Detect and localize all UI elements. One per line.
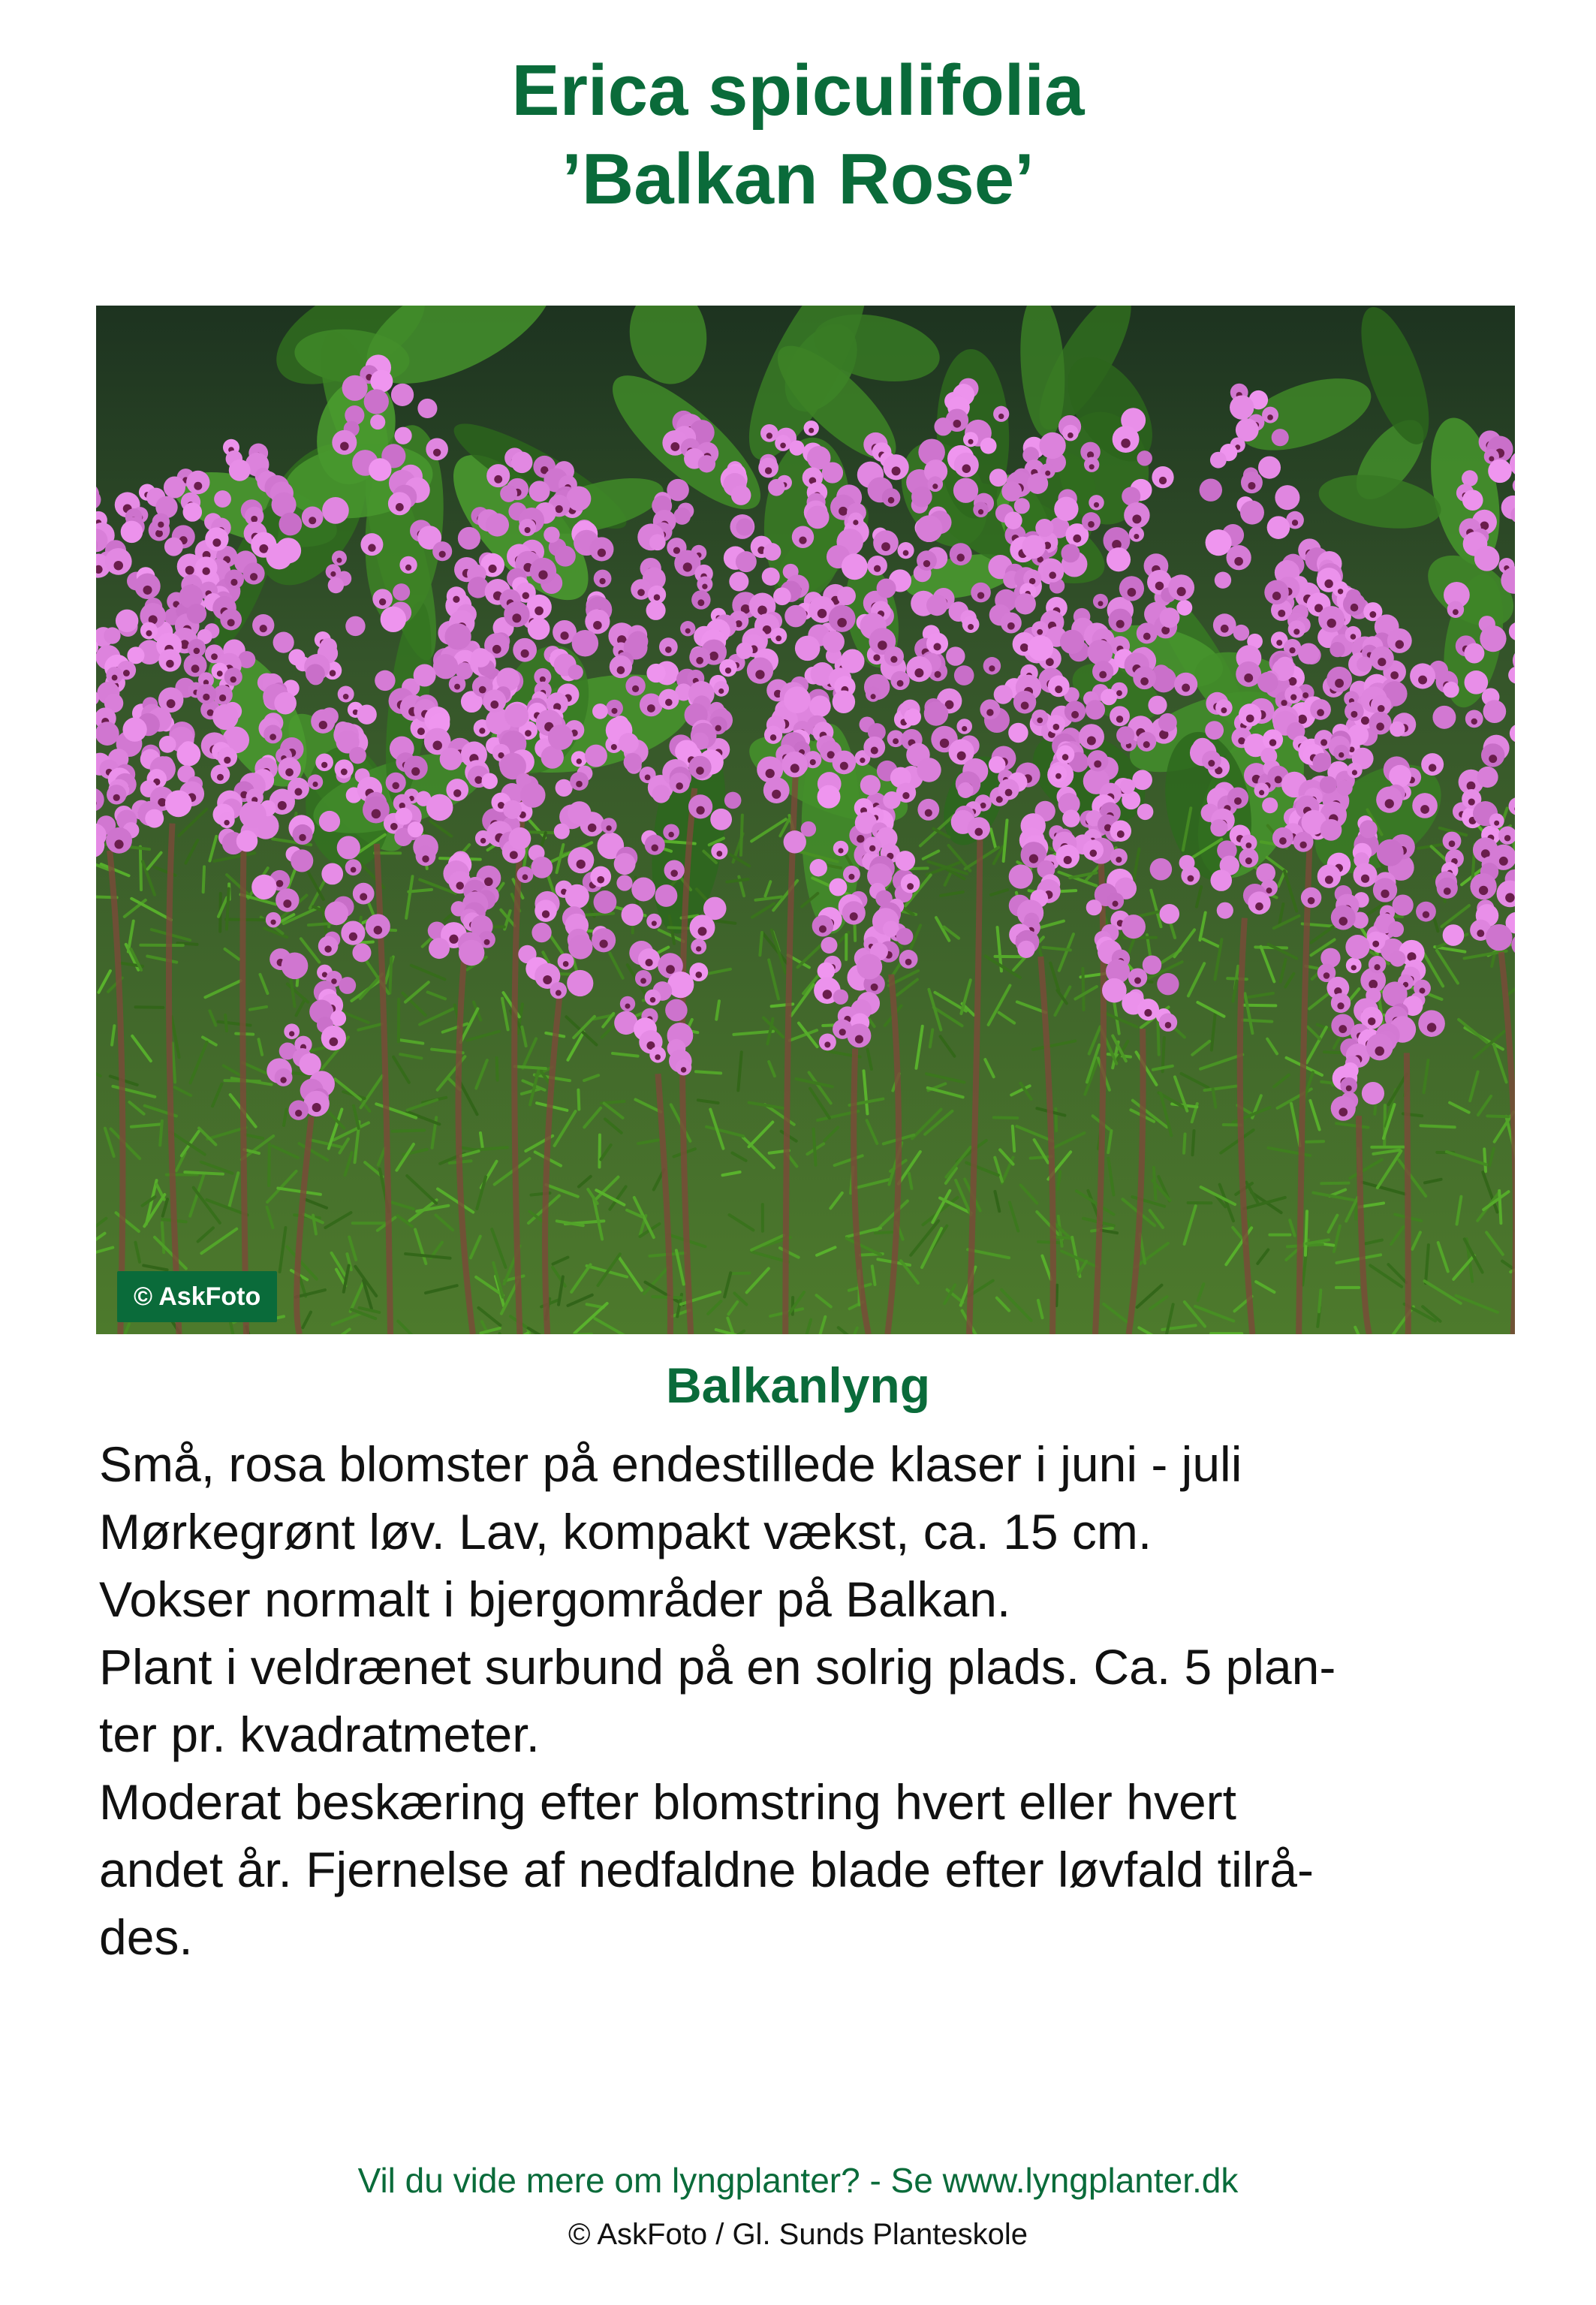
description-line: Vokser normalt i bjergområder på Balkan. <box>99 1571 1011 1627</box>
plant-photo <box>96 306 1515 1334</box>
photo-credit-badge: © AskFoto <box>117 1271 277 1322</box>
description-line: des. <box>99 1909 193 1965</box>
description-line: ter pr. kvadratmeter. <box>99 1707 540 1762</box>
heather-illustration <box>96 306 1515 1334</box>
description-line: Plant i veldrænet surbund på en solrig plads. Ca. 5 plan- <box>99 1639 1336 1695</box>
description-line: andet år. Fjernelse af nedfaldne blade efter løvfald tilrå- <box>99 1842 1314 1897</box>
page-title-line-1: Erica spiculifolia <box>511 50 1085 131</box>
description-line: Små, rosa blomster på endestillede klaser i juni - juli <box>99 1436 1242 1492</box>
description-text <box>99 1430 1525 1971</box>
description-line: Mørkegrønt løv. Lav, kompakt vækst, ca. 15 cm. <box>99 1504 1152 1559</box>
footer-copyright: © AskFoto / Gl. Sunds Planteskole <box>568 2218 1028 2251</box>
description-line: Moderat beskæring efter blomstring hvert eller hvert <box>99 1774 1236 1830</box>
page-title-line-2: ’Balkan Rose’ <box>562 139 1034 219</box>
common-name-heading: Balkanlyng <box>665 1357 931 1413</box>
footer-website-link[interactable]: Vil du vide mere om lyngplanter? - Se www.lyngplanter.dk <box>357 2161 1239 2200</box>
